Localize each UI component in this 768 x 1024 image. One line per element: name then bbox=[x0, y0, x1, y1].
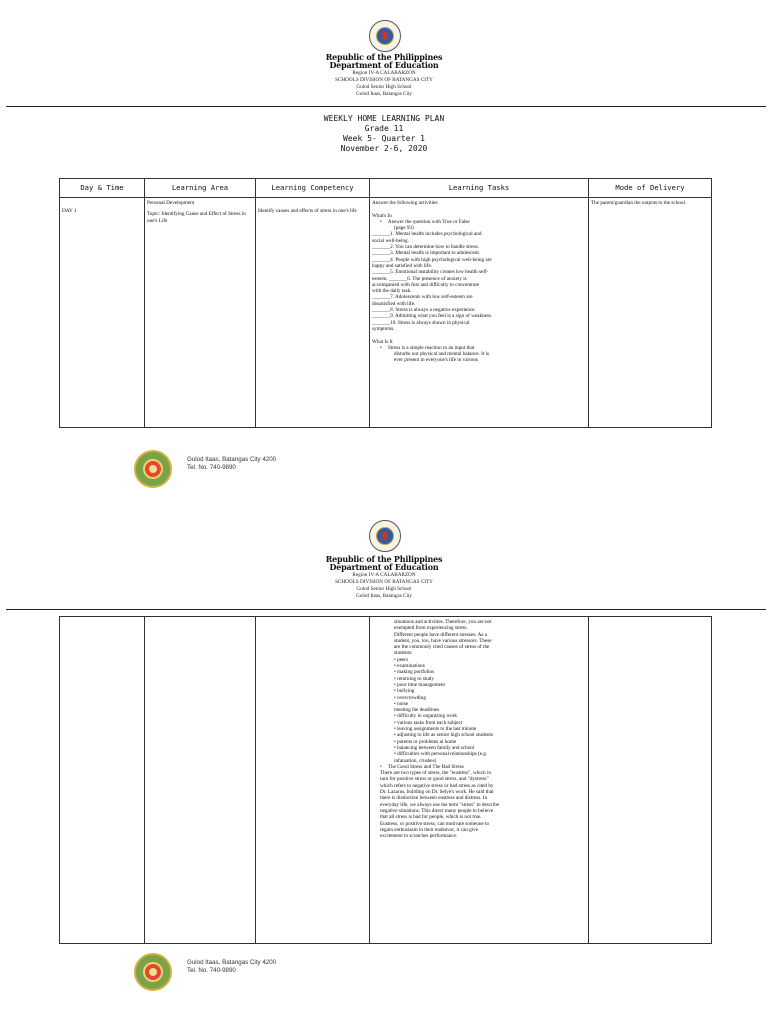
competency-cell bbox=[256, 617, 370, 944]
task-line: Answer the following activities: bbox=[372, 200, 439, 206]
header-divider bbox=[6, 609, 766, 610]
plan-grade: Grade 11 bbox=[364, 124, 404, 133]
task-line: that all stress is bad for people, which is not true. bbox=[380, 814, 482, 821]
task-line: happy and satisfied with life. bbox=[372, 262, 433, 269]
task-line: infatuation, crushes) bbox=[394, 757, 437, 764]
task-line: • examinations bbox=[394, 663, 425, 670]
task-line: There are two types of stress, the "eustress", which in bbox=[380, 770, 491, 777]
plan-title: WEEKLY HOME LEARNING PLAN bbox=[323, 114, 445, 123]
competency-cell bbox=[256, 198, 370, 428]
tasks-cell bbox=[370, 198, 589, 428]
delivery-cell bbox=[589, 617, 712, 944]
task-line: • peers bbox=[394, 656, 409, 663]
table-row bbox=[60, 198, 712, 428]
task-line: accompanied with fear and difficulty to concentrate bbox=[372, 281, 480, 288]
task-line: • Stress is a simple reaction to an input that bbox=[372, 345, 586, 351]
task-line: _______2. You can determine how to handle stress. bbox=[372, 244, 479, 251]
task-line: • bullying bbox=[394, 688, 415, 695]
task-line: • leaving assignments to the last minute bbox=[394, 726, 477, 733]
task-line: turn for positive stress or good stress, and "dystress" bbox=[380, 776, 489, 783]
task-line: dissatisfied with life. bbox=[372, 300, 416, 307]
task-line: • adjusting to life as senior high school students bbox=[394, 732, 493, 739]
tasks-list bbox=[372, 619, 586, 941]
column-header-competency: Learning Competency bbox=[256, 179, 370, 198]
task-line: _______7. Adolescents with low self-esteem are bbox=[372, 294, 473, 301]
day-cell bbox=[60, 198, 145, 428]
task-line: • returning to study bbox=[394, 675, 434, 682]
task-line: • noise bbox=[394, 700, 409, 707]
page-2 bbox=[0, 512, 768, 1024]
task-line: regain enthusiasm in their endeavor, it can give bbox=[380, 826, 479, 833]
task-line: _______1. Mental health includes psychological and bbox=[372, 231, 482, 238]
deped-seal-icon bbox=[369, 20, 401, 52]
header-division: SCHOOLS DIVISION OF BATANGAS CITY bbox=[335, 77, 433, 83]
table-header-row bbox=[60, 179, 712, 198]
table-row bbox=[60, 617, 712, 944]
school-logo-icon bbox=[134, 953, 172, 991]
plan-date: November 2-6, 2020 bbox=[340, 144, 428, 153]
task-line: exempted from experiencing stress. bbox=[394, 625, 468, 632]
task-line: esteem. _______6. The presence of anxiety is bbox=[372, 275, 467, 282]
task-line: negative situations. This direct many people to believe bbox=[380, 807, 494, 814]
task-line: students: bbox=[394, 650, 413, 657]
task-line: • poor time management bbox=[394, 681, 445, 688]
header-region: Region IV-A CALABARZON bbox=[352, 70, 416, 76]
learning-plan-table-continued bbox=[59, 616, 712, 944]
task-line: • various tasks from each subject bbox=[394, 719, 463, 726]
task-line: • difficulties with personal relationships (e.g. bbox=[394, 751, 488, 758]
header-republic: Republic of the Philippines bbox=[325, 554, 443, 564]
task-line: disturbs our physical and mental balance. It is bbox=[394, 351, 490, 358]
task-line: _______3. Mental health is important to adolescent. bbox=[372, 250, 481, 257]
task-line: meeting the deadlines bbox=[394, 707, 440, 714]
tasks-cell bbox=[370, 617, 589, 944]
task-line: (page 93) bbox=[394, 225, 414, 232]
footer-address: Gulod Itaas, Batangas City 4200 bbox=[187, 456, 277, 463]
task-line: _______4. People with high psychological well-being are bbox=[372, 256, 492, 263]
competency-text: Identify causes and effects of stress in one's life bbox=[258, 208, 357, 214]
tasks-list bbox=[372, 200, 586, 423]
task-line: • difficulty in organizing work bbox=[394, 713, 457, 720]
task-line: • The Good Stress and The Bad Stress bbox=[372, 764, 586, 770]
learning-plan-table bbox=[59, 178, 712, 428]
header-divider bbox=[6, 106, 766, 107]
task-line: What Is It bbox=[372, 338, 393, 345]
area-subject: Personal Development bbox=[147, 200, 195, 206]
day-cell bbox=[60, 617, 145, 944]
task-line: which refers to negative stress or bad stress as cited by bbox=[380, 782, 494, 789]
column-header-area: Learning Area bbox=[145, 179, 256, 198]
header-address: Gulod Itaas, Batangas City bbox=[356, 593, 412, 599]
task-line: • parents or problems at home bbox=[394, 738, 457, 745]
task-line: • balancing between family and school bbox=[394, 744, 475, 751]
task-line: with the daily task. bbox=[372, 288, 412, 295]
task-line: social well-being. bbox=[372, 237, 409, 244]
column-header-day: Day & Time bbox=[60, 179, 145, 198]
task-line: _______10. Stress is always shown in physical bbox=[372, 319, 470, 326]
task-line: ever present in everyone's life in various bbox=[394, 357, 478, 364]
header-school: Gulod Senior High School bbox=[356, 586, 412, 592]
task-line: _______8. Stress is always a negative experience. bbox=[372, 307, 476, 314]
footer-address: Gulod Itaas, Batangas City 4200 bbox=[187, 959, 277, 966]
footer-phone: Tel. No. 740-9890 bbox=[187, 464, 236, 471]
header-division: SCHOOLS DIVISION OF BATANGAS CITY bbox=[335, 579, 433, 585]
area-cell bbox=[145, 198, 256, 428]
task-line: • Answer the question with True or False bbox=[372, 219, 586, 225]
task-line: are the commonly cited causes of stress of the bbox=[394, 644, 490, 651]
task-line: _______9. Admitting what you feel is a sign of weakness. bbox=[372, 313, 493, 320]
task-line: symptoms. bbox=[372, 325, 395, 332]
task-line: • making portfolios bbox=[394, 669, 435, 676]
delivery-cell bbox=[589, 198, 712, 428]
task-line: Eustress, or positive stress, can motivate someone to bbox=[380, 820, 490, 827]
deped-seal-icon bbox=[369, 520, 401, 552]
area-topic: Topic: Identifying Cause and Effect of Stress in one's Life bbox=[147, 211, 246, 224]
column-header-tasks: Learning Tasks bbox=[370, 179, 589, 198]
header-republic: Republic of the Philippines bbox=[325, 52, 443, 62]
header-school: Gulod Senior High School bbox=[356, 84, 412, 90]
day-label: DAY 1 bbox=[62, 208, 77, 214]
area-cell bbox=[145, 617, 256, 944]
school-logo-icon bbox=[134, 450, 172, 488]
task-line: What's In bbox=[372, 212, 392, 219]
header-region: Region IV-A CALABARZON bbox=[352, 572, 416, 578]
task-line: _______5. Emotional instability creates low health self- bbox=[372, 269, 489, 276]
task-line: situations and activities. Therefore, you are not bbox=[394, 619, 492, 625]
header-address: Gulod Itaas, Batangas City bbox=[356, 91, 412, 97]
task-line: student, you, too, have various stressors. These bbox=[394, 637, 492, 644]
task-line: excitement to scratches performance. bbox=[380, 833, 458, 840]
header-department: Department of Education bbox=[329, 562, 439, 572]
task-line: there is distinction between eustress and distress. In bbox=[380, 795, 488, 802]
task-line: • overcrowding bbox=[394, 694, 426, 701]
column-header-delivery: Mode of Delivery bbox=[589, 179, 712, 198]
task-line: Dr. Lazarus, building on Dr. Selye's work. He said that bbox=[380, 789, 494, 796]
plan-week: Week 5- Quarter 1 bbox=[343, 134, 425, 143]
delivery-text: The parent/guardian the outputs to the school. bbox=[591, 200, 687, 206]
task-line: Different people have different stresses. As a bbox=[394, 631, 488, 638]
footer-phone: Tel. No. 740-9890 bbox=[187, 967, 236, 974]
task-line: everyday life, we always use the term "stress" to describe bbox=[380, 801, 500, 808]
header-department: Department of Education bbox=[329, 60, 439, 70]
